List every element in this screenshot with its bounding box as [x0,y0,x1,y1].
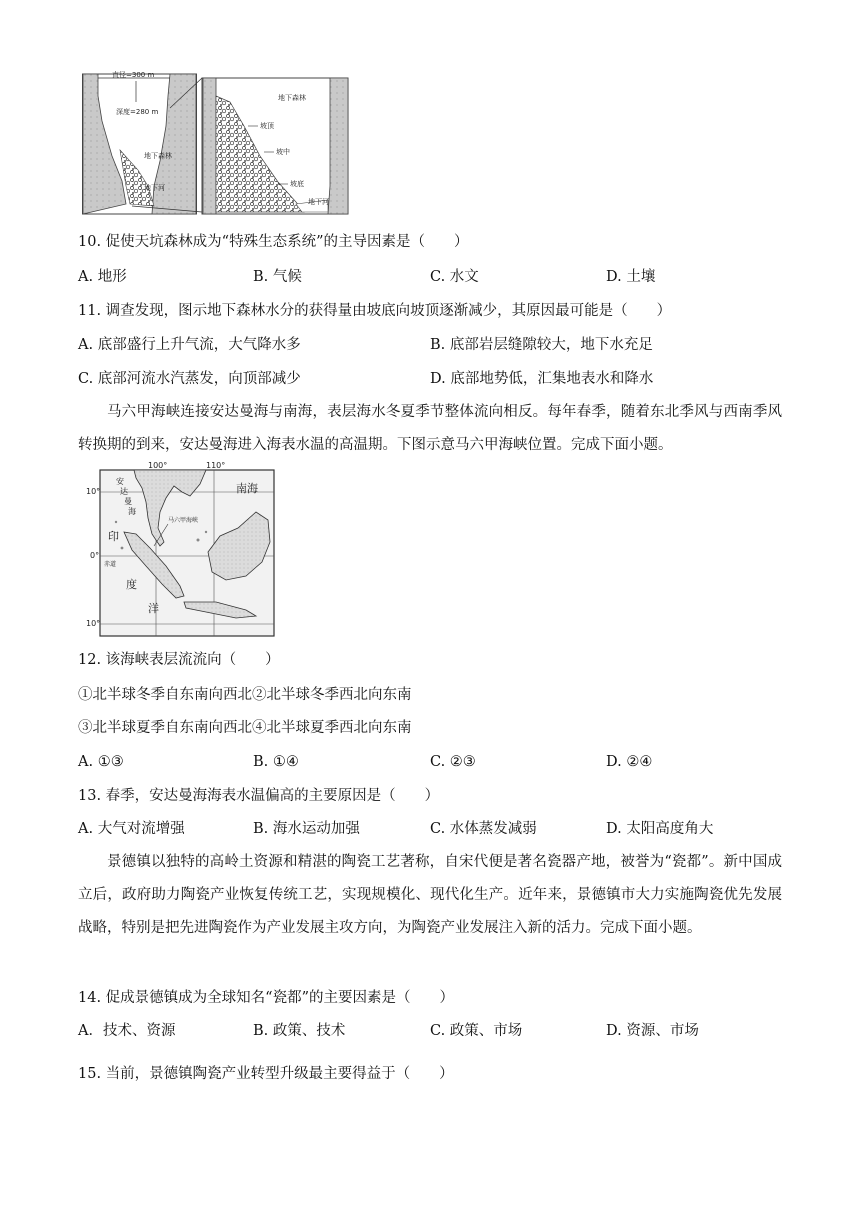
label-ocean-2: 度 [126,578,137,591]
q11-option-a: A. 底部盛行上升气流，大气降水多 [78,337,301,353]
island-dot [115,521,117,523]
label-ocean-3: 洋 [148,602,159,615]
label-forest-right: 地下森林 [278,94,306,102]
label-slope-top: 坡顶 [260,122,274,130]
right-cliff-right [328,78,348,214]
q14-option-b: B. 政策、技术 [253,1023,346,1039]
q11-option-c: C. 底部河流水汽蒸发，向顶部减少 [78,371,301,387]
q12-option-b: B. ①④ [253,754,299,770]
q13-option-c: C. 水体蒸发减弱 [430,821,537,837]
passage-malacca: 马六甲海峡连接安达曼海与南海，表层海水冬夏季节整体流向相反。每年春季，随着东北季风与西南季风转换期的到来，安达曼海进入海表水温的高温期。下图示意马六甲海峡位置。完成下面小题。 [78,404,782,453]
q14-stem: 14. 促成景德镇成为全球知名“瓷都”的主要因素是（ ） [78,990,454,1006]
q10-option-d: D. 土壤 [606,269,656,285]
q13-option-d: D. 太阳高度角大 [606,821,714,837]
right-cliff-left [203,78,216,214]
q10-option-c: C. 水文 [430,269,479,285]
label-lon-100: 100° [148,462,168,470]
label-strait: 马六甲海峡 [168,517,199,524]
passage-jingdezhen: 景德镇以独特的高岭土资源和精湛的陶瓷工艺著称，自宋代便是著名瓷器产地，被誉为“瓷都”。新中国成立后，政府助力陶瓷产业恢复传统工艺，实现规模化、现代化生产。近年来，景德镇市大力实施陶瓷优先发展战略，特别是把先进陶瓷作为产业发展主攻方向，为陶瓷产业发展注入新的活力。完成下面小题。 [78,854,782,936]
q10-option-a: A. 地形 [78,269,127,285]
label-river-left: 地下河 [144,184,165,192]
label-andaman-4: 海 [128,507,136,516]
label-lon-110: 110° [206,462,226,470]
q12-statement-line2: ③北半球夏季自东南向西北④北半球夏季西北向东南 [78,720,412,736]
label-andaman-3: 曼 [124,497,132,506]
label-depth: 深度=280 m [116,108,159,116]
q13-option-b: B. 海水运动加强 [253,821,360,837]
island-dot [205,531,207,533]
label-river-right: 地下河 [308,198,329,206]
label-forest-left: 地下森林 [144,152,172,160]
label-andaman-1: 安 [116,477,124,486]
q12-option-a: A. ①③ [78,754,124,770]
q15-stem: 15. 当前，景德镇陶瓷产业转型升级最主要得益于（ ） [78,1066,454,1082]
label-slope-mid: 坡中 [276,148,290,156]
malacca-map [86,462,278,638]
label-equator: 赤道 [104,561,117,568]
q10-option-b: B. 气候 [253,269,302,285]
q14-option-d: D. 资源、市场 [606,1023,699,1039]
label-lat-10s: 10° [86,619,101,628]
q11-stem: 11. 调查发现，图示地下森林水分的获得量由坡底向坡顶逐渐减少，其原因最可能是（ ） [78,303,672,319]
label-diameter: 直径=300 m [112,71,155,79]
island-dot [197,539,200,542]
q14-option-c: C. 政策、市场 [430,1023,523,1039]
sinkhole-figure [82,66,350,216]
q12-stem: 12. 该海峡表层流流向（ ） [78,652,280,668]
label-lat-10n: 10° [86,487,101,496]
q11-option-d: D. 底部地势低，汇集地表水和降水 [430,371,654,387]
q12-statement-line1: ①北半球冬季自东南向西北②北半球冬季西北向东南 [78,687,412,703]
q11-option-b: B. 底部岩层缝隙较大，地下水充足 [430,337,653,353]
q14-option-a: A．技术、资源 [78,1023,176,1039]
q13-option-a: A. 大气对流增强 [78,821,185,837]
label-andaman-2: 达 [120,487,128,496]
q13-stem: 13. 春季，安达曼海海表水温偏高的主要原因是（ ） [78,788,440,804]
island-dot [121,547,124,550]
q10-stem: 10. 促使天坑森林成为“特殊生态系统”的主导因素是（ ） [78,234,469,250]
label-south-china-sea: 南海 [236,482,258,495]
q12-option-c: C. ②③ [430,754,476,770]
label-lat-0: 0° [90,551,100,560]
label-ocean-1: 印 [108,530,119,543]
label-slope-bottom: 坡底 [290,180,304,188]
q12-option-d: D. ②④ [606,754,653,770]
